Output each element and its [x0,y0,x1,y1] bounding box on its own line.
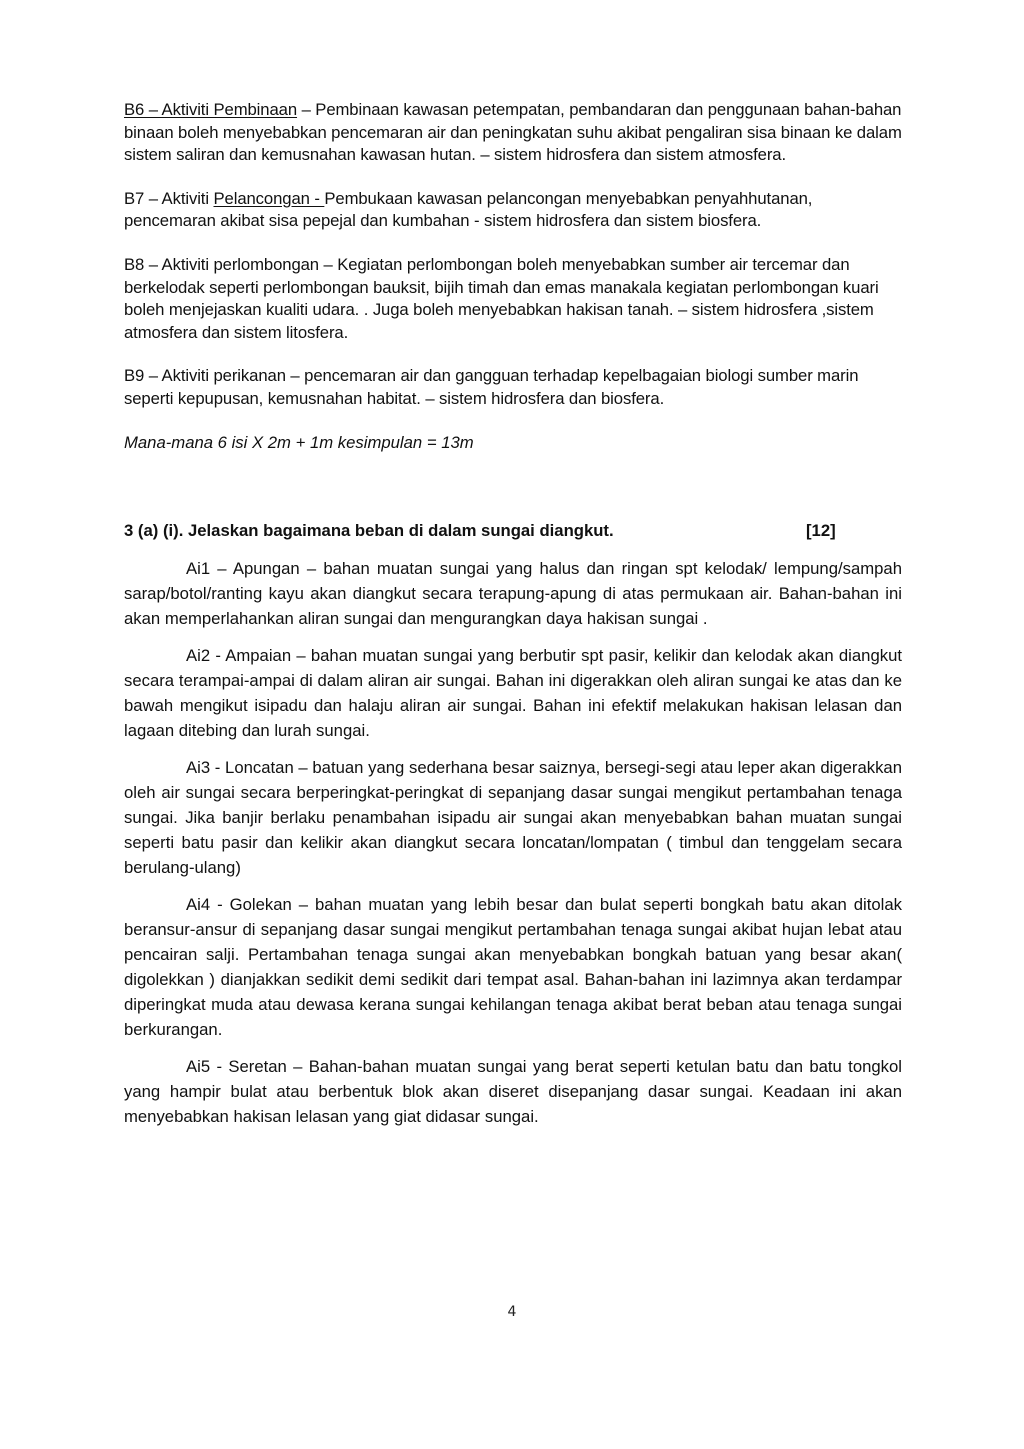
page-number: 4 [507,1304,517,1320]
question-heading [124,520,902,542]
b7-text: Pembukaan kawasan pelancongan menyebabkan penyahhutanan, pencemaran akibat sisa pepejal dan kumbahan - sistem hidrosfera dan sistem biosfera. [124,188,813,231]
paragraph-b6 [124,99,902,167]
answer-paragraph: Ai2 - Ampaian – bahan muatan sungai yang berbutir spt pasir, kelikir dan kelodak akan diangkut secara terampai-ampai di dalam aliran air sungai. Bahan ini digerakkan oleh aliran sungai ke atas dan ke bawah mengikut isipadu dan halaju aliran air sungai. Bahan ini efektif melakukan hakisan lelasan dan lagaan ditebing dan lurah sungai. [124,645,902,740]
page-content [124,99,902,1129]
b6-text: – Pembinaan kawasan petempatan, pembandaran dan penggunaan bahan-bahan binaan boleh menyebabkan pencemaran air dan peningkatan suhu akibat pengaliran sisa binaan ke dalam sistem saliran dan kemusnahan kawasan hutan. – sistem hidrosfera dan sistem atmosfera. [124,100,902,165]
paragraph-b7 [124,188,902,233]
answer-paragraph: Ai4 - Golekan – bahan muatan yang lebih besar dan bulat seperti bongkah batu akan ditolak beransur-ansur di sepanjang dasar sungai mengikut pertambahan tenaga sungai akibat hujan lebat atau pencairan salji. Pertambahan tenaga sungai akan menyebabkan bongkah batuan yang besar akan( digolekkan ) dianjakkan sedikit demi sedikit dari tempat asal. Bahan-bahan ini lazimnya akan terdampar diperingkat muda atau dewasa kerana sungai kehilangan tenaga akibat berat beban atau tenaga sungai berkurangan. [124,894,902,1039]
paragraph-b8: B8 – Aktiviti perlombongan – Kegiatan perlombongan boleh menyebabkan sumber air tercemar dan berkelodak seperti perlombongan bauksit, bijih timah dan emas manakala kegiatan perlombongan kuari boleh menjejaskan kualiti udara. . Juga boleh menyebabkan hakisan tanah. – sistem hidrosfera ,sistem atmosfera dan sistem litosfera. [124,254,879,342]
answer-paragraph: Ai3 - Loncatan – batuan yang sederhana besar saiznya, bersegi-segi atau leper akan digerakkan oleh air sungai secara berperingkat-peringkat di sepanjang dasar sungai mengikut pertambahan tenaga sungai. Jika banjir berlaku penambahan isipadu air sungai akan menyebabkan bahan muatan sungai seperti batu pasir dan kelikir akan diangkut secara loncatan/lompatan ( timbul dan tenggelam secara berulang-ulang) [124,757,902,877]
question-text: 3 (a) (i). Jelaskan bagaimana beban di dalam sungai diangkut. [124,520,614,540]
b6-lead: B6 – Aktiviti Pembinaan [124,100,298,119]
answer-paragraph: Ai5 - Seretan – Bahan-bahan muatan sungai yang berat seperti ketulan batu dan batu tongkol yang hampir bulat atau berbentuk blok akan diseret disepanjang dasar sungai. Keadaan ini akan menyebabkan hakisan lelasan yang giat didasar sungai. [124,1056,902,1126]
paragraph-b9: B9 – Aktiviti perikanan – pencemaran air dan gangguan terhadap kepelbagaian biologi sumber marin seperti kepupusan, kemusnahan habitat. – sistem hidrosfera dan biosfera. [124,366,859,408]
answer-paragraph: Ai1 – Apungan – bahan muatan sungai yang halus dan ringan spt kelodak/ lempung/sampah sarap/botol/ranting kayu akan diangkut secara terapung-apung di atas permukaan air. Bahan-bahan ini akan memperlahankan aliran sungai dan mengurangkan daya hakisan sungai . [124,558,902,628]
b7-underlined: Pelancongan - [213,188,325,208]
marking-note: Mana-mana 6 isi X 2m + 1m kesimpulan = 13m [124,432,474,452]
question-marks: [12] [806,520,836,540]
b7-prefix: B7 – Aktiviti [124,188,214,208]
